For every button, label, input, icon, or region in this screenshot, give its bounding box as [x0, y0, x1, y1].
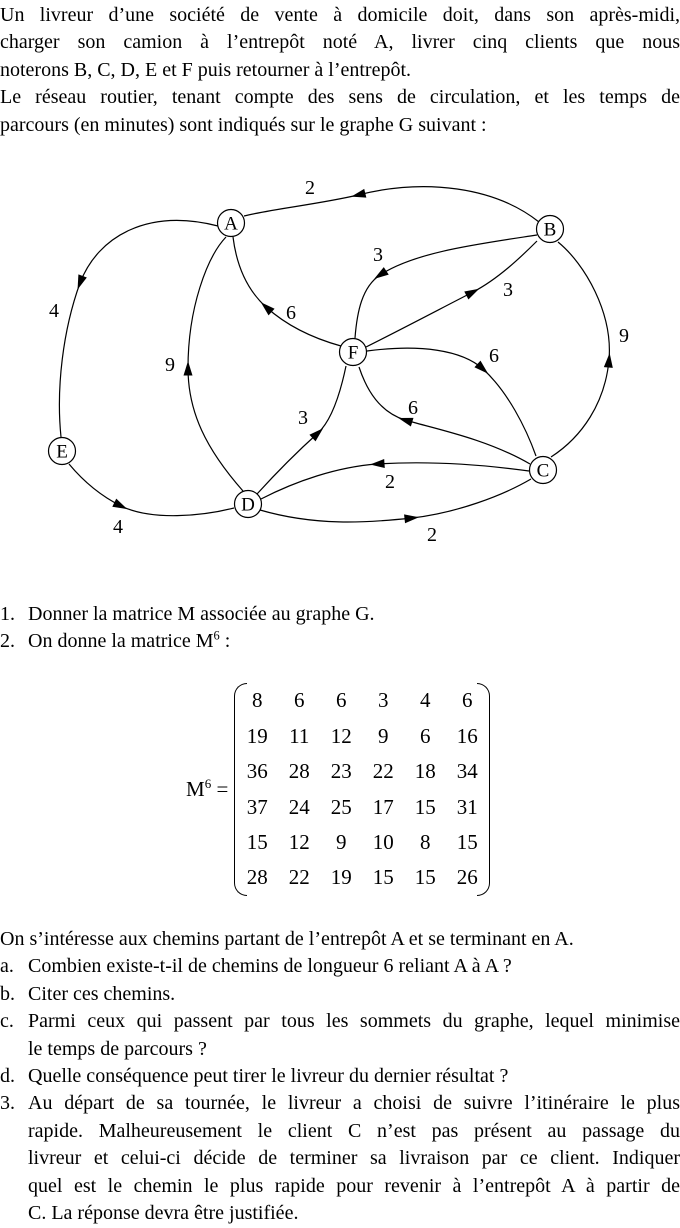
matrix-label-base: M	[186, 777, 205, 801]
matrix-right-paren	[477, 683, 490, 896]
question-2	[0, 628, 680, 655]
matrix-label-superscript: 6	[204, 776, 212, 791]
matrix-cell-5-4: 15	[414, 865, 436, 890]
matrix-cell-5-1: 22	[288, 865, 310, 890]
matrix-cell-2-0: 36	[246, 759, 268, 784]
item-b	[0, 981, 680, 1008]
item-body	[28, 1063, 680, 1090]
edge-C-D	[261, 463, 529, 499]
item-marker: b.	[0, 982, 15, 1005]
item-body	[28, 1090, 680, 1227]
matrix-cell-4-1: 12	[288, 829, 310, 854]
edge-D-C	[260, 479, 531, 522]
edge-weight-A-E: 4	[49, 300, 59, 322]
edge-weight-F-C: 6	[489, 345, 499, 367]
text-line: Parmi ceux qui passent par tous les sommets du graphe, lequel minimise	[28, 1010, 680, 1033]
text-line: Combien existe-t-il de chemins de longueur 6 reliant A à A ?	[28, 955, 512, 978]
item-marker: c.	[0, 1010, 14, 1033]
matrix-grid	[236, 683, 488, 895]
edge-weight-D-A: 9	[165, 354, 175, 376]
edge-C-B	[551, 242, 609, 457]
matrix-cell-3-5: 31	[456, 794, 478, 819]
text-line: Un livreur d’une société de vente à domicile doit, dans son après-midi,	[0, 4, 680, 26]
matrix-cell-4-5: 15	[456, 829, 478, 854]
matrix-cell-3-0: 37	[246, 794, 268, 819]
matrix-power-superscript: 6	[213, 628, 220, 643]
graph-edges	[59, 187, 609, 522]
followup-questions	[0, 926, 680, 1227]
item-d	[0, 1063, 680, 1090]
matrix-cell-0-0: 8	[252, 688, 263, 713]
followup-items	[0, 953, 680, 1227]
graph-nodes	[49, 210, 564, 518]
matrix-cell-5-2: 19	[330, 865, 352, 890]
edge-weight-D-C: 2	[427, 524, 437, 546]
question-2-text-suffix: :	[219, 630, 231, 653]
item-body	[28, 1008, 680, 1063]
matrix-cell-0-5: 6	[462, 688, 473, 713]
text-line: Le réseau routier, tenant compte des sens de circulation, et les temps de	[0, 86, 680, 109]
matrix-cell-2-1: 28	[288, 759, 310, 784]
question-list	[0, 601, 680, 656]
matrix-equals-sign: =	[216, 777, 229, 801]
edge-C-F	[359, 367, 530, 464]
edge-weight-C-D: 2	[385, 471, 395, 493]
question-2-marker: 2.	[0, 630, 15, 653]
matrix-cell-4-2: 9	[336, 829, 347, 854]
matrix-cell-3-3: 17	[372, 794, 394, 819]
edge-F-A	[233, 237, 341, 346]
matrix-cell-5-0: 28	[246, 865, 268, 890]
item-marker: a.	[0, 955, 14, 978]
text-line: quel est le chemin le plus rapide pour revenir à l’entrepôt A à partir de	[28, 1174, 680, 1197]
item-3	[0, 1090, 680, 1227]
matrix-cell-0-1: 6	[294, 688, 305, 713]
text-line: charger son camion à l’entrepôt noté A, livrer cinq clients que nous	[0, 31, 680, 54]
edge-B-A	[244, 187, 539, 222]
matrix-cell-1-4: 6	[420, 723, 431, 748]
node-label-F: F	[347, 342, 359, 364]
matrix-m6	[186, 683, 490, 896]
text-line: noterons B, C, D, E et F puis retourner à l’entrepôt.	[0, 58, 412, 81]
question-1-text: Donner la matrice M associée au graphe G.	[28, 603, 375, 625]
edge-weight-C-F: 6	[408, 397, 418, 419]
node-label-B: B	[543, 219, 557, 241]
question-2-text	[28, 628, 680, 655]
node-label-A: A	[224, 213, 238, 235]
matrix-cell-3-4: 15	[414, 794, 436, 819]
matrix-cell-5-3: 15	[372, 865, 394, 890]
text-line: le temps de parcours ?	[28, 1037, 207, 1060]
edge-A-E	[59, 220, 218, 437]
matrix-cell-2-2: 23	[330, 759, 352, 784]
edge-weight-C-B: 9	[619, 325, 629, 347]
item-a	[0, 953, 680, 980]
text-line: C. La réponse devra être justifiée.	[28, 1202, 299, 1225]
text-line: Citer ces chemins.	[28, 982, 176, 1005]
edge-weight-D-F: 3	[298, 407, 308, 429]
edge-D-A	[188, 237, 243, 491]
graph-G	[0, 150, 680, 580]
matrix-cell-1-5: 16	[456, 723, 478, 748]
matrix-cell-2-4: 18	[414, 759, 436, 784]
question-1-marker: 1.	[0, 603, 15, 625]
matrix-cell-4-0: 15	[246, 829, 268, 854]
edge-weight-B-F: 3	[373, 244, 383, 266]
node-label-D: D	[241, 494, 255, 516]
text-line: livreur et celui-ci décide de terminer sa livraison par ce client. Indiquer	[28, 1147, 680, 1170]
matrix-cell-5-5: 26	[456, 865, 478, 890]
intro-paragraphs	[0, 2, 680, 139]
edge-F-C	[367, 348, 536, 456]
matrix-cell-4-3: 10	[372, 829, 394, 854]
edge-E-D	[69, 464, 234, 516]
intro-paragraph-2	[0, 84, 680, 139]
intro-paragraph-1	[0, 2, 680, 84]
item-marker: d.	[0, 1065, 15, 1088]
text-line: rapide. Malheureusement le client C n’est pas présent au passage du	[28, 1119, 680, 1142]
matrix-cell-3-1: 24	[288, 794, 310, 819]
item-marker: 3.	[0, 1092, 15, 1115]
question-1	[0, 601, 680, 628]
item-body	[28, 953, 680, 980]
edge-weight-E-D: 4	[113, 516, 123, 538]
matrix-cell-3-2: 25	[330, 794, 352, 819]
matrix-cell-4-4: 8	[420, 829, 431, 854]
edge-weight-B-A: 2	[305, 177, 315, 199]
matrix-cell-2-5: 34	[456, 759, 478, 784]
matrix-cell-1-0: 19	[246, 723, 268, 748]
matrix-cell-1-1: 11	[289, 723, 310, 748]
text-line: parcours (en minutes) sont indiqués sur le graphe G suivant :	[0, 113, 487, 136]
matrix-cell-0-3: 3	[378, 688, 389, 713]
matrix-cell-0-4: 4	[420, 688, 431, 713]
text-line: Au départ de sa tournée, le livreur a choisi de suivre l’itinéraire le plus	[28, 1092, 680, 1115]
matrix-cell-0-2: 6	[336, 688, 347, 713]
matrix-cell-2-3: 22	[372, 759, 394, 784]
text-line: Quelle conséquence peut tirer le livreur du dernier résultat ?	[28, 1065, 509, 1088]
edge-weight-F-B: 3	[503, 279, 513, 301]
node-label-E: E	[56, 441, 68, 463]
matrix-cell-1-3: 9	[378, 723, 389, 748]
edge-weight-F-A: 6	[286, 302, 296, 324]
matrix-label	[186, 777, 228, 802]
item-body	[28, 981, 680, 1008]
matrix-cell-1-2: 12	[330, 723, 352, 748]
item-c	[0, 1008, 680, 1063]
followup-intro: On s’intéresse aux chemins partant de l’entrepôt A et se terminant en A.	[0, 928, 574, 950]
node-label-C: C	[536, 460, 550, 482]
question-2-text-prefix: On donne la matrice M	[28, 630, 214, 653]
edge-D-F	[257, 366, 346, 494]
